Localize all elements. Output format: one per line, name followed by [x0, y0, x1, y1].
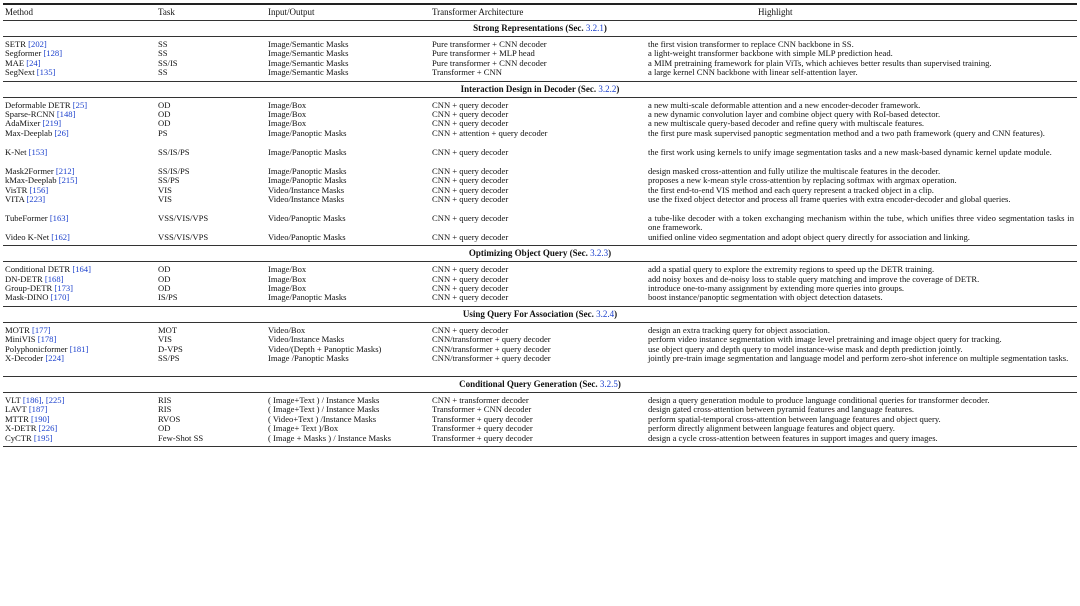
citation: [224]	[45, 353, 64, 364]
method-name: MiniVIS	[5, 334, 36, 345]
citation: [177]	[32, 324, 51, 335]
highlight-cell: design a cycle cross-attention between features in support images and query images.	[648, 432, 938, 443]
citation: [215]	[58, 175, 78, 186]
method-cell	[5, 148, 47, 157]
architecture-cell: CNN + query decoder	[432, 324, 509, 335]
task-cell: OD	[158, 264, 171, 275]
method-name: X-DETR	[5, 423, 37, 434]
task-cell: OD	[158, 283, 171, 294]
io-cell: Image/Panoptic Masks	[268, 127, 347, 138]
method-name: Sparse-RCNN	[5, 108, 55, 119]
highlight-cell: the first work using kernels to unify image segmentation tasks and a new mask-based dynamic kernel update module.	[648, 146, 1052, 157]
section-header	[3, 307, 1077, 322]
method-name: Segformer	[5, 48, 42, 59]
io-cell: ( Image+ Text )/Box	[268, 423, 339, 434]
io-cell: Image/Panoptic Masks	[268, 292, 347, 303]
io-cell: Image/Box	[268, 99, 307, 110]
citation: [181]	[69, 343, 89, 354]
citation: [153]	[28, 146, 48, 157]
highlight-cell: a new dynamic convolution layer and combine object query with RoI-based detector.	[648, 108, 941, 119]
io-cell: Image/Box	[268, 283, 307, 294]
architecture-cell: Pure transformer + MLP head	[432, 48, 535, 59]
method-name: Group-DETR	[5, 283, 53, 294]
architecture-cell: CNN + query decoder	[432, 146, 509, 157]
method-name: K-Net	[5, 146, 27, 157]
task-cell: OD	[158, 423, 171, 434]
section-ref: 3.2.2	[598, 83, 617, 94]
table-row	[3, 129, 1077, 148]
task-cell: SS/PS	[158, 353, 180, 364]
citation: [195]	[33, 432, 53, 443]
architecture-cell: CNN + query decoder	[432, 283, 509, 294]
citation: [190]	[31, 413, 50, 424]
citation: [219]	[42, 118, 62, 129]
task-cell: SS	[158, 48, 168, 59]
task-cell: MOT	[158, 324, 178, 335]
task-cell: RVOS	[158, 413, 181, 424]
citation: [168]	[44, 273, 64, 284]
citation: [212]	[55, 165, 75, 176]
citation: [170]	[50, 292, 70, 303]
highlight-cell: the first vision transformer to replace CNN backbone in SS.	[648, 39, 854, 49]
architecture-cell: Transformer + query decoder	[432, 413, 533, 424]
io-cell: Image/Box	[268, 273, 307, 284]
method-name: Deformable DETR	[5, 99, 71, 110]
method-name: DN-DETR	[5, 273, 43, 284]
table-body	[3, 21, 1077, 446]
task-cell: RIS	[158, 404, 172, 415]
section-close: )	[614, 308, 618, 319]
task-cell: VIS	[158, 193, 172, 204]
task-cell: SS	[158, 39, 168, 49]
architecture-cell: CNN + query decoder	[432, 292, 509, 303]
highlight-cell: add a spatial query to explore the extremity regions to speed up the DETR training.	[648, 264, 935, 275]
header-architecture: Transformer Architecture	[432, 7, 524, 17]
method-cell	[5, 354, 64, 363]
architecture-cell: Transformer + query decoder	[432, 423, 533, 434]
highlight-cell: add noisy boxes and de-noisy loss to stable query matching and improve the coverage of DETR.	[648, 273, 980, 284]
citation: [202]	[28, 39, 47, 49]
citation: [156]	[29, 184, 49, 195]
highlight-cell: perform directly alignment between language features and object query.	[648, 423, 895, 434]
table-row	[3, 148, 1077, 167]
highlight-cell: boost instance/panoptic segmentation with object detection datasets.	[648, 292, 883, 303]
citation: [26]	[54, 127, 69, 138]
task-cell: OD	[158, 118, 171, 129]
io-cell: Video/(Depth + Panoptic Masks)	[268, 343, 382, 354]
citation: [163]	[49, 212, 69, 223]
comparison-table	[3, 3, 1077, 447]
highlight-cell: the first end-to-end VIS method and each query represent a tracked object in a clip.	[648, 184, 934, 195]
io-cell: Image/Panoptic Masks	[268, 175, 347, 186]
table-row	[3, 195, 1077, 214]
highlight-cell: a new multi-scale deformable attention and a new encoder-decoder framework.	[648, 99, 921, 110]
architecture-cell: CNN + query decoder	[432, 118, 509, 129]
task-cell: SS	[158, 67, 168, 78]
highlight-cell: proposes a new k-mean style cross-attention by replacing softmax with argmax operation.	[648, 175, 957, 186]
section-title: Conditional Query Generation (Sec.	[459, 379, 598, 390]
highlight-cell: introduce one-to-many assignment by extending more queries into groups.	[648, 283, 905, 294]
method-name: MTTR	[5, 413, 29, 424]
section-header	[3, 21, 1077, 36]
io-cell: Video/Panoptic Masks	[268, 231, 346, 242]
method-name: AdaMixer	[5, 118, 41, 129]
citation: [226]	[38, 423, 58, 434]
method-name: VisTR	[5, 184, 28, 195]
io-cell: Image/Semantic Masks	[268, 67, 349, 78]
highlight-cell: a light-weight transformer backbone with simple MLP prediction head.	[648, 48, 893, 59]
task-cell: IS/PS	[158, 292, 178, 303]
method-name: MAE	[5, 57, 25, 68]
architecture-cell: CNN + query decoder	[432, 99, 509, 110]
header-io: Input/Output	[268, 7, 315, 17]
io-cell: ( Image+Text ) / Instance Masks	[268, 395, 380, 406]
io-cell: Image/Semantic Masks	[268, 48, 349, 59]
io-cell: ( Image+Text ) / Instance Masks	[268, 404, 380, 415]
table-row	[3, 434, 1077, 443]
highlight-cell: perform video instance segmentation with image level pretraining and image object query for tracking.	[648, 334, 1002, 345]
task-cell: VSS/VIS/VPS	[158, 212, 209, 223]
architecture-cell: CNN/transformer + query decoder	[432, 334, 551, 345]
highlight-cell: jointly pre-train image segmentation and language model and perform zero-shot inference on multiple segmentation tasks.	[648, 353, 1069, 364]
table-row	[3, 68, 1077, 77]
section-title: Interaction Design in Decoder (Sec.	[460, 83, 597, 94]
citation: [24]	[26, 57, 41, 68]
section-header	[3, 246, 1077, 261]
io-cell: Image/Box	[268, 108, 307, 119]
highlight-cell: a tube-like decoder with a token exchanging mechanism within the tube, which unifies three video segmentation tasks in one framework.	[648, 212, 1074, 233]
header-row	[3, 5, 1077, 20]
io-cell: Video/Instance Masks	[268, 184, 345, 195]
architecture-cell: CNN + query decoder	[432, 184, 509, 195]
task-cell: VIS	[158, 334, 172, 345]
section-title: Using Query For Association (Sec.	[462, 308, 594, 319]
architecture-cell: Transformer + CNN	[432, 67, 502, 78]
io-cell: ( Video+Text ) /Instance Masks	[268, 413, 377, 424]
io-cell: Image/Panoptic Masks	[268, 146, 347, 157]
architecture-cell: CNN + query decoder	[432, 212, 509, 223]
method-cell	[5, 434, 53, 443]
highlight-cell: use the fixed object detector and process all frame queries with extra encoder-decoder and global queries.	[648, 193, 1011, 204]
io-cell: Image/Box	[268, 264, 307, 275]
header-task: Task	[158, 7, 175, 17]
io-cell: Video/Box	[268, 324, 306, 335]
method-name: VLT	[5, 395, 21, 406]
task-cell: PS	[158, 127, 168, 138]
method-cell	[5, 293, 69, 302]
highlight-cell: unified online video segmentation and adopt object query directly for association and linking.	[648, 231, 970, 242]
architecture-cell: Transformer + query decoder	[432, 432, 533, 443]
io-cell: Video/Instance Masks	[268, 193, 345, 204]
citation: [135]	[36, 67, 56, 78]
method-name: Mask2Former	[5, 165, 54, 176]
header-highlight: Highlight	[758, 7, 793, 17]
task-cell: OD	[158, 108, 171, 119]
io-cell: Video/Instance Masks	[268, 334, 345, 345]
highlight-cell: design masked cross-attention and fully utilize the multiscale features in the decoder.	[648, 165, 941, 176]
citation: [187]	[28, 404, 48, 415]
section-ref: 3.2.5	[599, 379, 618, 390]
method-name: Max-Deeplab	[5, 127, 53, 138]
task-cell: SS/IS	[158, 57, 178, 68]
io-cell: Image/Semantic Masks	[268, 39, 349, 49]
section-header	[3, 377, 1077, 392]
table-row	[3, 233, 1077, 242]
method-name: Mask-DINO	[5, 292, 49, 303]
citation: [25]	[72, 99, 88, 110]
task-cell: D-VPS	[158, 343, 183, 354]
method-name: CyCTR	[5, 432, 32, 443]
method-cell	[5, 195, 45, 204]
section-close: )	[616, 83, 620, 94]
citation: [128]	[43, 48, 63, 59]
io-cell: Image /Panoptic Masks	[268, 353, 349, 364]
table-row	[3, 354, 1077, 373]
citation: [173]	[54, 283, 74, 294]
method-name: LAVT	[5, 404, 27, 415]
section-ref: 3.2.3	[590, 248, 609, 259]
architecture-cell: CNN + query decoder	[432, 264, 509, 275]
task-cell: Few-Shot SS	[158, 432, 204, 443]
method-cell	[5, 214, 68, 223]
method-cell	[5, 129, 69, 138]
citation: [178]	[37, 334, 57, 345]
highlight-cell: design a query generation module to produce language conditional queries for transformer decoder.	[648, 395, 990, 406]
highlight-cell: use object query and depth query to model instance-wise mask and depth prediction jointly.	[648, 343, 963, 354]
task-cell: OD	[158, 273, 171, 284]
section-title: Optimizing Object Query (Sec.	[468, 248, 588, 259]
architecture-cell: CNN + query decoder	[432, 273, 509, 284]
method-cell	[5, 68, 55, 77]
architecture-cell: CNN + attention + query decoder	[432, 127, 548, 138]
io-cell: ( Image + Masks ) / Instance Masks	[268, 432, 391, 443]
task-cell: SS/IS/PS	[158, 165, 190, 176]
method-name: SegNext	[5, 67, 35, 78]
task-cell: RIS	[158, 395, 172, 406]
architecture-cell: CNN + query decoder	[432, 165, 509, 176]
method-name: SETR	[5, 39, 27, 49]
highlight-cell: design an extra tracking query for object association.	[648, 324, 830, 335]
highlight-cell: a new multiscale query-based decoder and refine query with multiscale features.	[648, 118, 925, 129]
architecture-cell: Transformer + CNN decoder	[432, 404, 532, 415]
architecture-cell: Pure transformer + CNN decoder	[432, 39, 547, 49]
highlight-cell: a large kernel CNN backbone with linear self-attention layer.	[648, 67, 858, 78]
citation: [164]	[72, 264, 91, 275]
method-name: Conditional DETR	[5, 264, 71, 275]
header-method: Method	[5, 7, 33, 17]
task-cell: OD	[158, 99, 171, 110]
section-close: )	[617, 379, 621, 390]
highlight-cell: design gated cross-attention between pyramid features and language features.	[648, 404, 915, 415]
method-name: TubeFormer	[5, 212, 48, 223]
method-name: kMax-Deeplab	[5, 175, 57, 186]
section-close: )	[608, 248, 612, 259]
task-cell: SS/PS	[158, 175, 180, 186]
citation: [223]	[26, 193, 46, 204]
highlight-cell: the first pure mask supervised panoptic segmentation method and a two path framework (query and CNN features).	[648, 127, 1045, 138]
architecture-cell: CNN/transformer + query decoder	[432, 353, 551, 364]
io-cell: Image/Panoptic Masks	[268, 165, 347, 176]
io-cell: Image/Semantic Masks	[268, 57, 349, 68]
highlight-cell: a MIM pretraining framework for plain ViTs, which achieves better results than supervised training.	[648, 57, 992, 68]
section-close: )	[603, 23, 607, 33]
method-name: VITA	[5, 193, 25, 204]
section-header	[3, 82, 1077, 97]
method-name: Polyphonicformer	[5, 343, 68, 354]
citation: [148]	[56, 108, 76, 119]
method-cell	[5, 233, 70, 242]
highlight-cell: perform spatial-temporal cross-attention between language features and object query.	[648, 413, 941, 424]
io-cell: Image/Box	[268, 118, 307, 129]
table-row	[3, 214, 1077, 233]
task-cell: SS/IS/PS	[158, 146, 190, 157]
section-ref: 3.2.1	[585, 23, 604, 33]
section-ref: 3.2.4	[596, 308, 615, 319]
task-cell: VIS	[158, 184, 172, 195]
architecture-cell: CNN + query decoder	[432, 231, 509, 242]
method-name: MOTR	[5, 324, 30, 335]
io-cell: Video/Panoptic Masks	[268, 212, 346, 223]
architecture-cell: CNN + query decoder	[432, 193, 509, 204]
architecture-cell: CNN/transformer + query decoder	[432, 343, 551, 354]
architecture-cell: CNN + transformer decoder	[432, 395, 529, 406]
table-row	[3, 293, 1077, 302]
method-name: Video K-Net	[5, 231, 50, 242]
section-title: Strong Representations (Sec.	[473, 23, 584, 33]
citation: [186], [225]	[22, 395, 65, 406]
method-name: X-Decoder	[5, 353, 44, 364]
bottom-rule	[3, 446, 1077, 447]
architecture-cell: CNN + query decoder	[432, 108, 509, 119]
task-cell: VSS/VIS/VPS	[158, 231, 209, 242]
architecture-cell: CNN + query decoder	[432, 175, 509, 186]
architecture-cell: Pure transformer + CNN decoder	[432, 57, 547, 68]
citation: [162]	[51, 231, 70, 242]
